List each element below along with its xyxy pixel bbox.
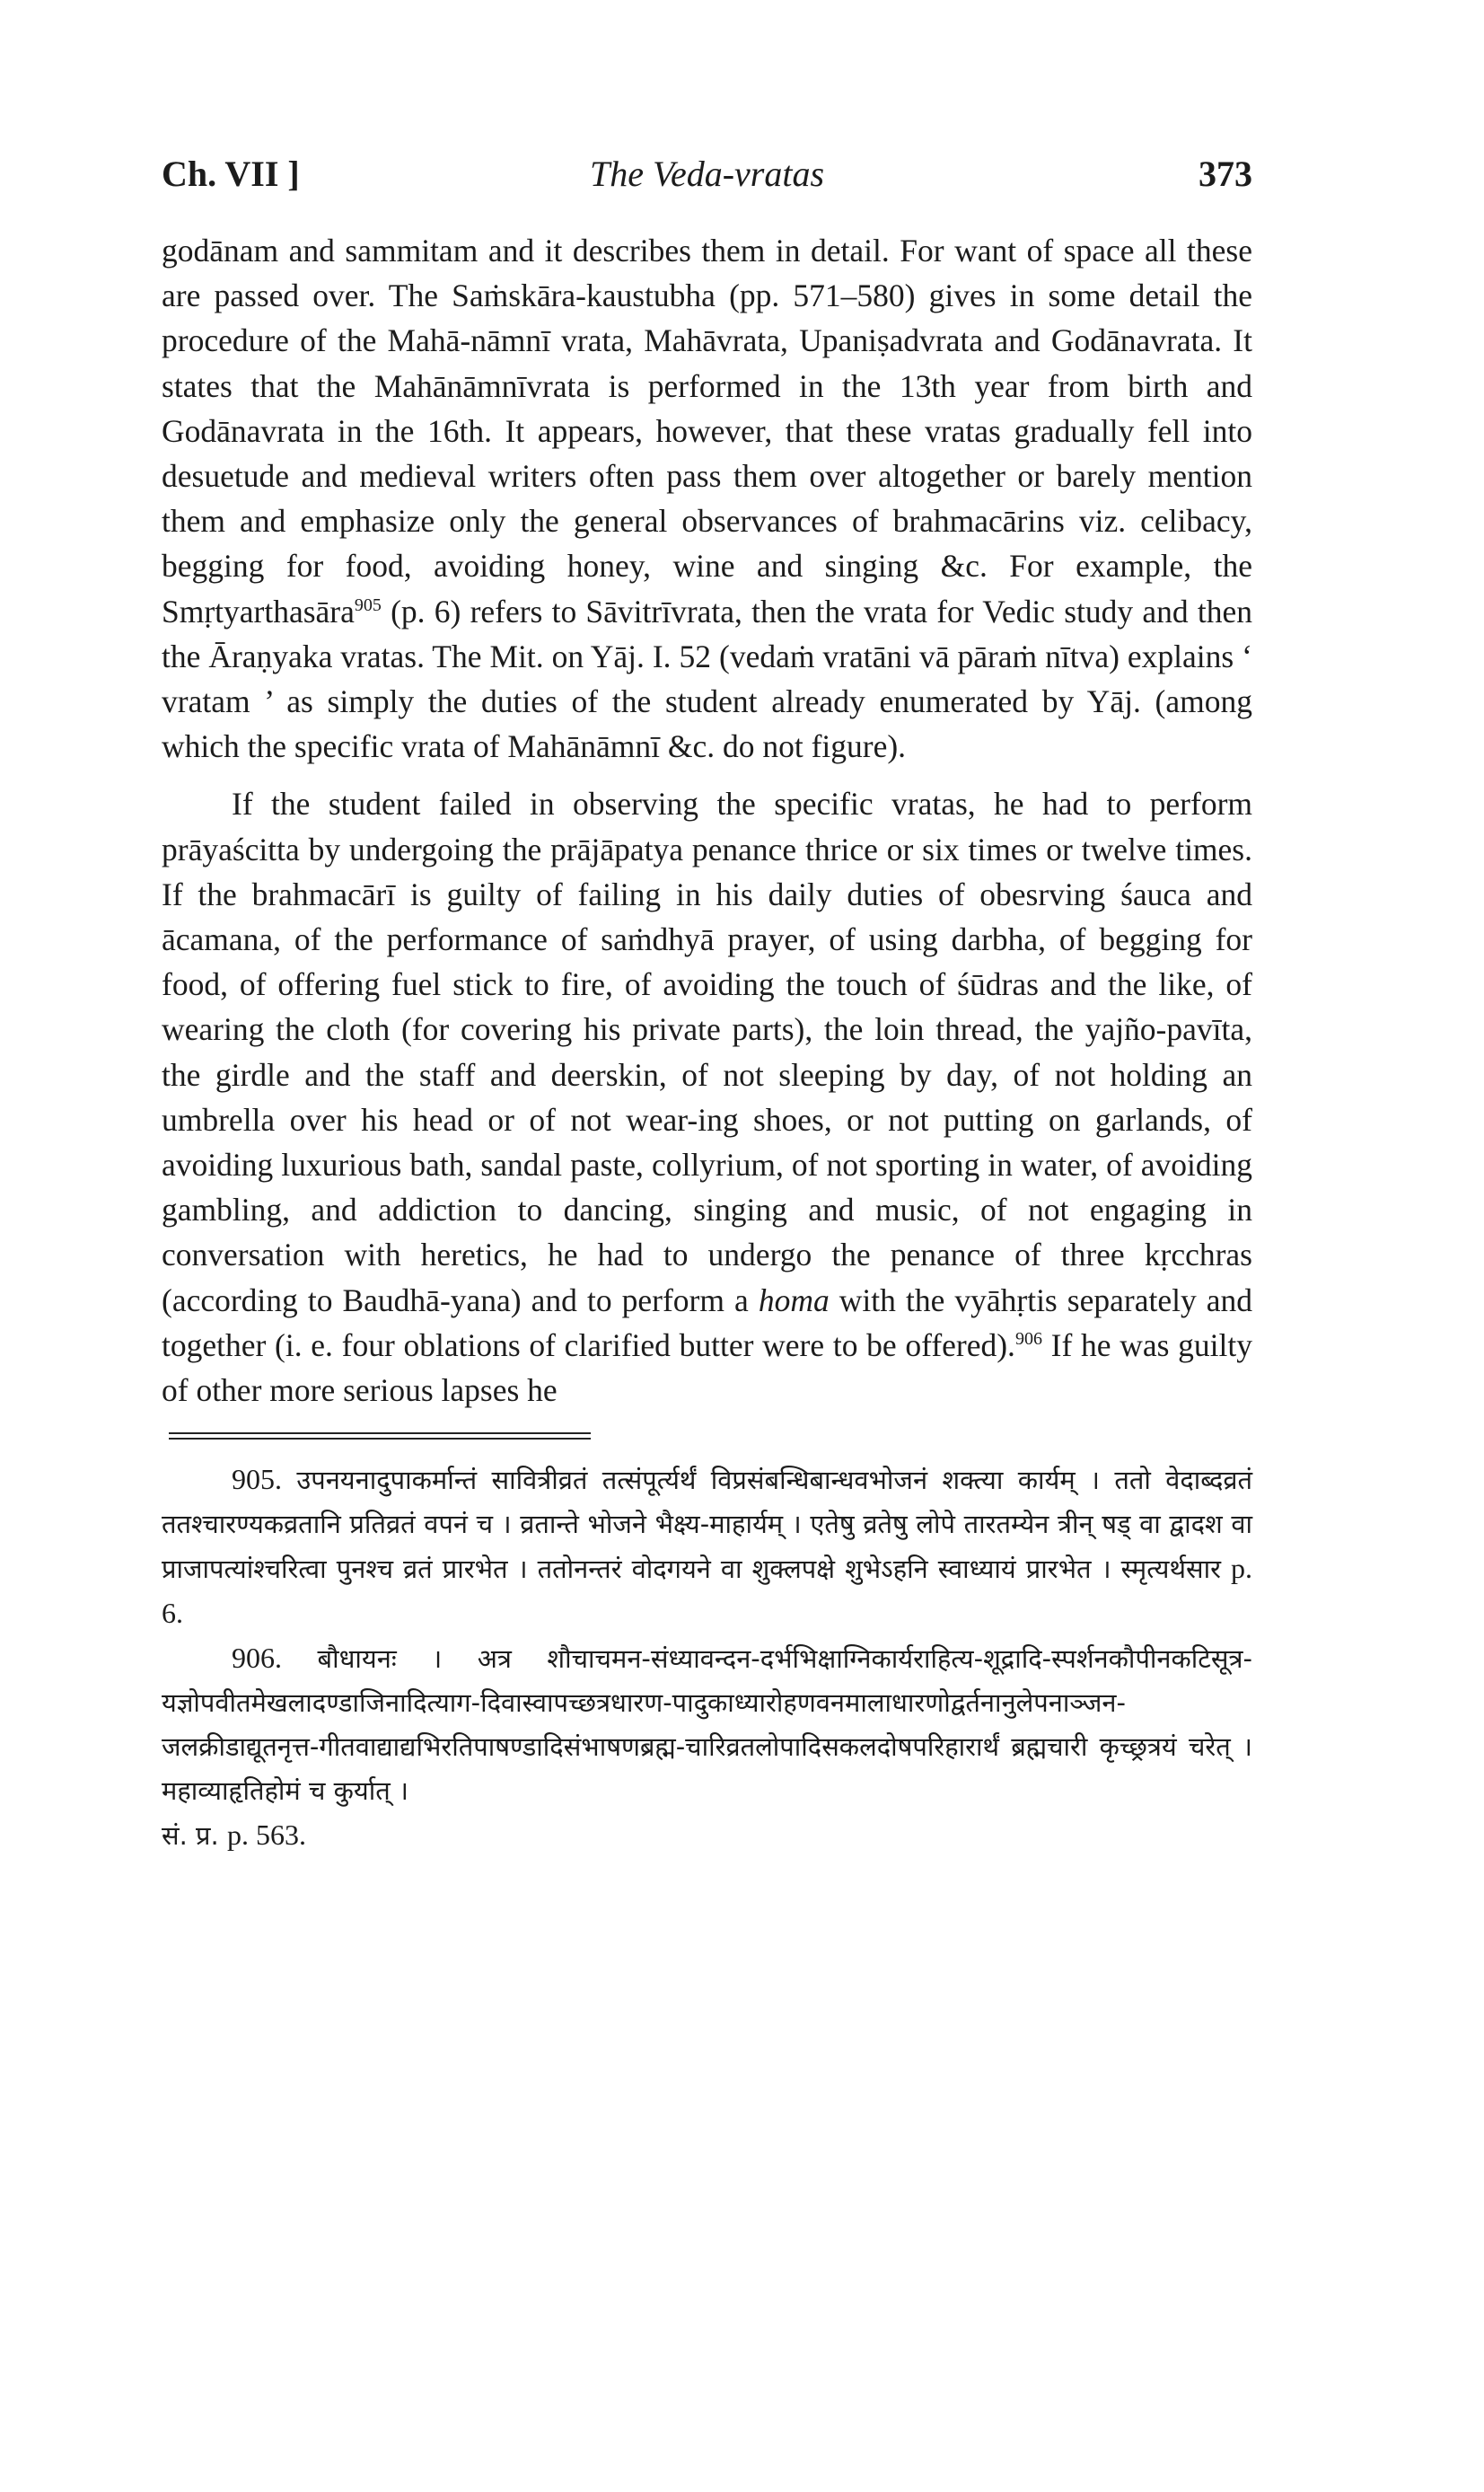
footnote-text: उपनयनादुपाकर्मान्तं सावित्रीव्रतं तत्संपूर्त्यर्थं विप्रसंबन्धिबान्धवभोजनं शक्त्या कार्यम् । ततो वेदाब्दव्रतं ततश्चारण्यकव्रतानि प्रतिव्रतं वपनं च । व्रतान्ते भोजने भैक्ष्य-माहार्यम् । एतेषु व्रतेषु लोपे तारतम्येन त्रीन् षड् वा द्वादश वा प्राजापत्यांश्चरित्वा पुनश्च व्रतं प्रारभेत । ततोनन्तरं वोदगयने वा शुक्लपक्षे शुभेऽहनि स्वाध्यायं प्रारभेत । स्मृत्यर्थसार xyxy=(162,1465,1252,1585)
homa-term: homa xyxy=(758,1281,830,1318)
running-head xyxy=(162,135,1252,198)
paragraph-prayascitta xyxy=(162,781,1252,1413)
paragraph-2-text-b: with the vyāhṛtis separately and together (i. e. four oblations of clarified butter were to be offered). xyxy=(162,1281,1253,1363)
footnote-number: 906. xyxy=(232,1642,282,1675)
footnote-number: 905. xyxy=(232,1463,282,1496)
paragraph-1-continuation: (p. 6) refers to Sāvitrīvrata, then the vrata for Vedic study and then the Āraṇyaka vratas. The Mit. on Yāj. I. 52 (vedaṁ vratāni vā pāraṁ nītva) explains ‘ vratam ’ as simply the duties of the student already enumerated by Yāj. (among which the specific vrata of Mahānāmnī &c. do not figure). xyxy=(162,593,1252,765)
paragraph-1-text: godānam and sammitam and it describes them in detail. For want of space all these are passed over. The Saṁskāra-kaustubha (pp. 571–580) gives in some detail the procedure of the Mahā-nāmnī vrata, Mahāvrata, Upaniṣadvrata and Godānavrata. It states that the Mahānāmnīvrata is performed in the 13th year from birth and Godānavrata in the 16th. It appears, however, that these vratas gradually fell into desuetude and medieval writers often pass them over altogether or barely mention them and emphasize only the general observances of brahmacārins viz. celibacy, begging for food, avoiding honey, wine and singing &c. For example, the Smṛtyarthasāra xyxy=(162,233,1252,630)
footnote-906-source xyxy=(162,1813,1252,1858)
paragraph-continued xyxy=(162,228,1252,769)
footnote-906 xyxy=(162,1636,1252,1813)
page-number: 373 xyxy=(1199,154,1252,194)
footnote-source: सं. प्र. xyxy=(162,1820,219,1852)
book-page xyxy=(162,135,1252,1858)
footnote-905 xyxy=(162,1457,1252,1636)
paragraph-2-text-c: If he was guilty of other more serious lapses he xyxy=(162,1326,1252,1409)
footnote-page-ref: p. 563. xyxy=(226,1818,306,1852)
footnotes xyxy=(162,1457,1252,1858)
footnote-separator xyxy=(169,1432,591,1440)
running-title: The Veda-vratas xyxy=(589,154,825,194)
footnote-marker-905: 905 xyxy=(354,594,382,615)
footnote-page-ref: p. 6. xyxy=(162,1552,1253,1630)
footnote-marker-906: 906 xyxy=(1014,1329,1042,1350)
footnote-text: बौधायनः । अत्र शौचाचमन-संध्यावन्दन-दर्भभिक्षाग्निकार्यराहित्य-शूद्रादि-स्पर्शनकौपीनकटिसूत्र-यज्ञोपवीतमेखलादण्डाजिनादित्याग-दिवास्वापच्छत्रधारण-पादुकाध्यारोहणवनमालाधारणोद्वर्तनानुलेपनाञ्जन-जलक्रीडाद्यूतनृत्त-गीतवाद्याद्यभिरतिपाषण्डादिसंभाषणब्रह्म-चारिव्रतलोपादिसकलदोषपरिहारार्थं ब्रह्मचारी कृच्छ्रत्रयं चरेत् । महाव्याहृतिहोमं च कुर्यात् । xyxy=(162,1643,1252,1807)
chapter-label: Ch. VII ] xyxy=(162,154,300,194)
paragraph-2-text-a: If the student failed in observing the specific vratas, he had to perform prāyaścitta by undergoing the prājāpatya penance thrice or six times or twelve times. If the brahmacārī is guilty of failing in his daily duties of obesrving śauca and ācamana, of the performance of saṁdhyā prayer, of using darbha, of begging for food, of offering fuel stick to fire, of avoiding the touch of śūdras and the like, of wearing the cloth (for covering his private parts), the loin thread, the yajño-pavīta, the girdle and the staff and deerskin, of not sleeping by day, of not holding an umbrella over his head or of not wear-ing shoes, or not putting on garlands, of avoiding luxurious bath, sandal paste, collyrium, of not sporting in water, of avoiding gambling, and addiction to dancing, singing and music, of not engaging in conversation with heretics, he had to undergo the penance of three kṛcchras (according to Baudhā-yana) and to perform a xyxy=(162,786,1252,1318)
